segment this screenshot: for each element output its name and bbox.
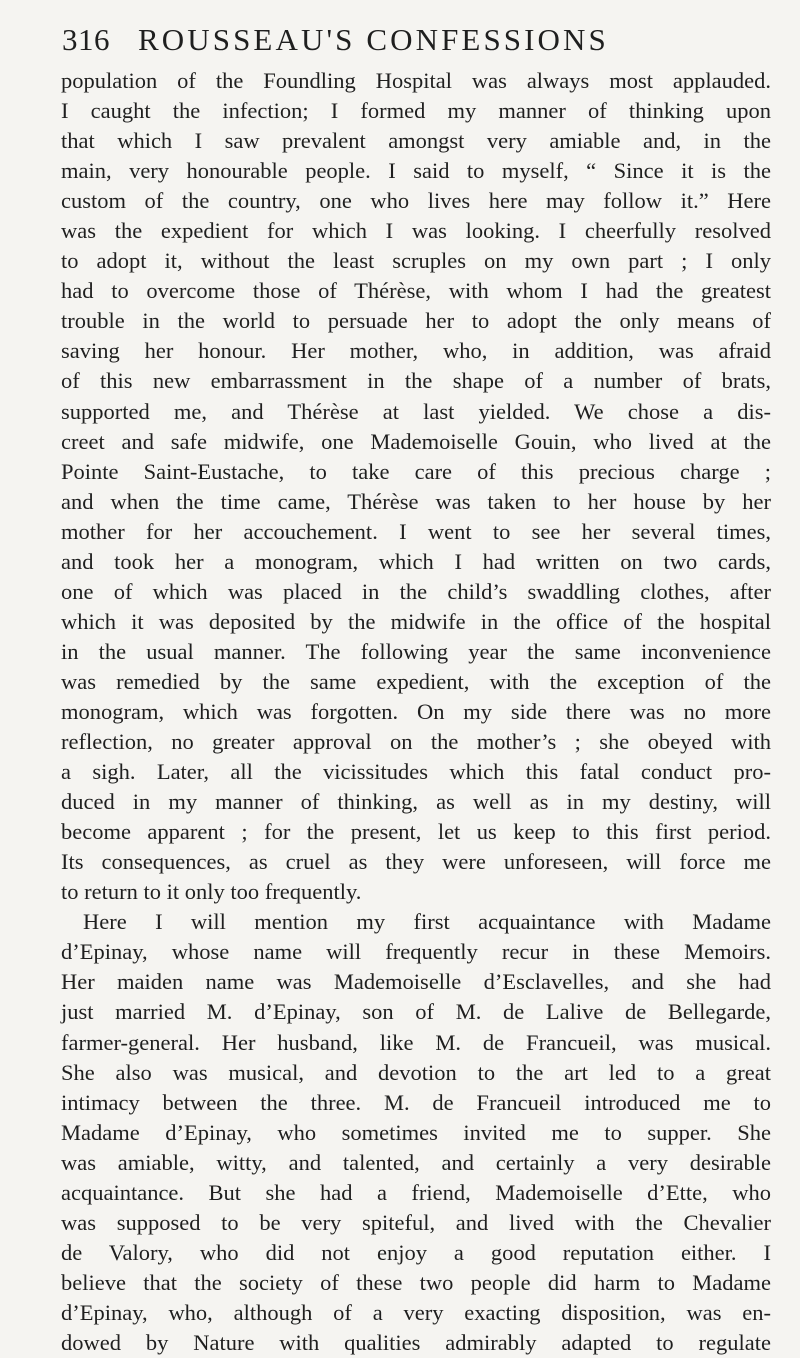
text-line: which it was deposited by the midwife in the office of the hospital: [61, 608, 771, 634]
text-line: dowed by Nature with qualities admirably adapted to regulate: [61, 1329, 771, 1355]
text-line: supported me, and Thérèse at last yielded. We chose a dis-: [61, 398, 771, 424]
text-line: was amiable, witty, and talented, and certainly a very desirable: [61, 1149, 771, 1175]
text-line: Its consequences, as cruel as they were unforeseen, will force me: [61, 849, 771, 875]
body-text: [61, 66, 771, 1358]
paragraph-1: [61, 66, 771, 907]
text-line: believe that the society of these two people did harm to Madame: [61, 1269, 771, 1295]
text-line: of this new embarrassment in the shape of a number of brats,: [61, 368, 771, 394]
paragraph-2: [61, 907, 771, 1358]
text-line: duced in my manner of thinking, as well as in my destiny, will: [61, 789, 771, 815]
text-line: become apparent ; for the present, let us keep to this first period.: [61, 819, 771, 845]
text-line: just married M. d’Epinay, son of M. de Lalive de Bellegarde,: [61, 999, 771, 1025]
text-line: was remedied by the same expedient, with the exception of the: [61, 668, 771, 694]
text-line: one of which was placed in the child’s swaddling clothes, after: [61, 578, 771, 604]
text-line: monogram, which was forgotten. On my side there was no more: [61, 698, 771, 724]
text-line: had to overcome those of Thérèse, with whom I had the greatest: [61, 278, 771, 304]
running-title: ROUSSEAU'S CONFESSIONS: [138, 22, 609, 57]
text-line: that which I saw prevalent amongst very amiable and, in the: [61, 128, 771, 154]
text-line: reflection, no greater approval on the mother’s ; she obeyed with: [61, 729, 771, 755]
text-line: to return to it only too frequently.: [61, 879, 362, 905]
page-number: 316: [62, 22, 110, 57]
text-line: was the expedient for which I was looking. I cheerfully resolved: [61, 218, 771, 244]
text-line: was supposed to be very spiteful, and lived with the Chevalier: [61, 1209, 771, 1235]
text-line: d’Epinay, whose name will frequently recur in these Memoirs.: [61, 939, 771, 965]
text-line: acquaintance. But she had a friend, Mademoiselle d’Ette, who: [61, 1179, 771, 1205]
text-line: She also was musical, and devotion to the art led to a great: [61, 1059, 771, 1085]
text-line: main, very honourable people. I said to myself, “ Since it is the: [61, 158, 771, 184]
text-line: Here I will mention my first acquaintance with Madame: [83, 909, 771, 935]
text-line: saving her honour. Her mother, who, in addition, was afraid: [61, 338, 771, 364]
text-line: population of the Foundling Hospital was always most applauded.: [61, 68, 771, 93]
text-line: creet and safe midwife, one Mademoiselle Gouin, who lived at the: [61, 428, 771, 454]
text-line: d’Epinay, who, although of a very exacting disposition, was en-: [61, 1299, 771, 1325]
text-line: de Valory, who did not enjoy a good reputation either. I: [61, 1239, 771, 1265]
text-line: mother for her accouchement. I went to see her several times,: [61, 518, 771, 544]
text-line: intimacy between the three. M. de Francueil introduced me to: [61, 1089, 771, 1115]
text-line: and took her a monogram, which I had written on two cards,: [61, 548, 771, 574]
text-line: trouble in the world to persuade her to adopt the only means of: [61, 308, 771, 334]
text-line: in the usual manner. The following year the same inconvenience: [61, 638, 771, 664]
text-line: I caught the infection; I formed my manner of thinking upon: [61, 98, 771, 124]
text-line: Madame d’Epinay, who sometimes invited me to supper. She: [61, 1119, 771, 1145]
text-line: Her maiden name was Mademoiselle d’Esclavelles, and she had: [61, 969, 771, 995]
text-line: Pointe Saint-Eustache, to take care of this precious charge ;: [61, 458, 771, 484]
text-line: farmer-general. Her husband, like M. de Francueil, was musical.: [61, 1029, 771, 1055]
text-line: to adopt it, without the least scruples on my own part ; I only: [61, 248, 771, 274]
text-line: and when the time came, Thérèse was taken to her house by her: [61, 488, 771, 514]
page-header: [62, 24, 762, 64]
text-line: a sigh. Later, all the vicissitudes which this fatal conduct pro-: [61, 759, 771, 785]
text-line: custom of the country, one who lives here may follow it.” Here: [61, 188, 771, 214]
